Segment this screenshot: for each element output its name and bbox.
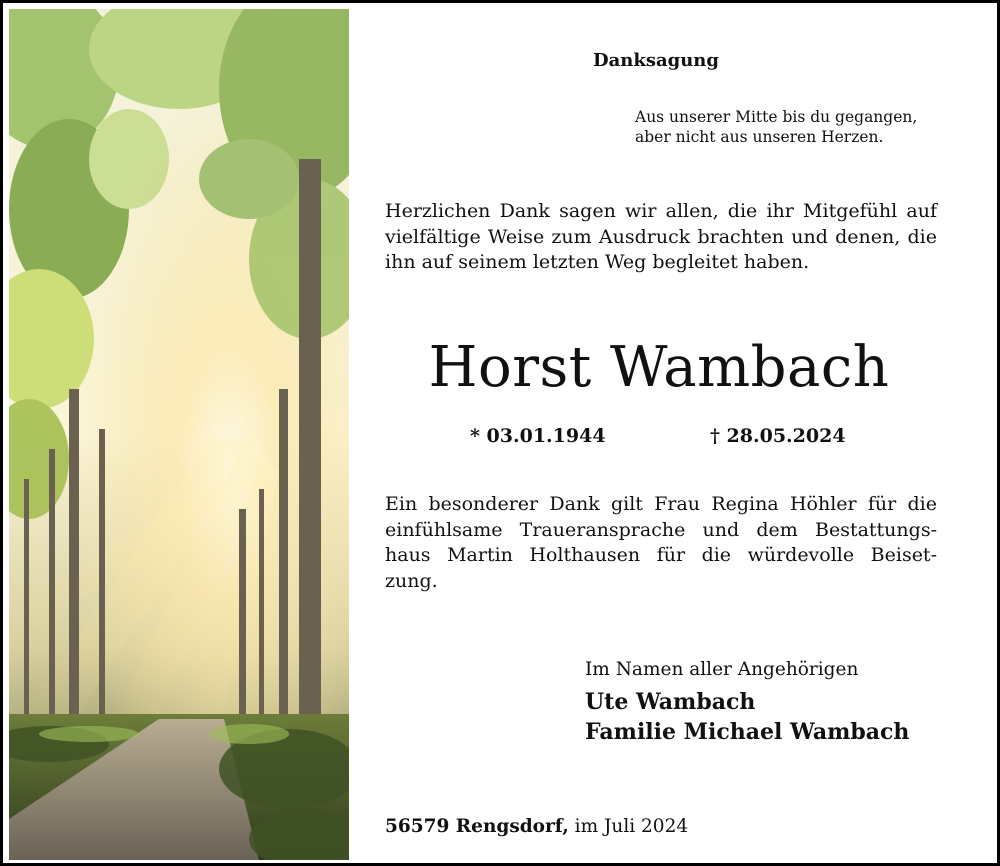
paragraph-line: haus Martin Holthausen für die würdevolle Beiset-: [385, 544, 937, 566]
motto: [635, 107, 917, 147]
birth-date: * 03.01.1944: [470, 425, 606, 447]
date: im Juli 2024: [574, 816, 689, 837]
forest-illustration: [9, 9, 349, 860]
thanks-paragraph: Herzlichen Dank sagen wir allen, die ihr Mitgefühl auf vielfältige Weise zum Ausdruck brachten und denen, die ihn auf seinem letzten Weg begleitet haben.: [385, 200, 937, 273]
paragraph-line: einfühlsame Traueransprache und dem Bestattungs-: [385, 518, 937, 541]
motto-line: aber nicht aus unseren Herzen.: [635, 128, 884, 146]
paragraph-line: zung.: [385, 569, 438, 592]
signatory: Familie Michael Wambach: [585, 719, 910, 745]
deceased-name: Horst Wambach: [428, 335, 890, 400]
place: 56579 Rengsdorf,: [385, 816, 569, 837]
heading: Danksagung: [593, 50, 719, 71]
death-date: † 28.05.2024: [710, 425, 846, 447]
place-date-line: [385, 816, 688, 837]
motto-line: Aus unserer Mitte bis du gegangen,: [635, 108, 918, 126]
special-thanks-paragraph: [385, 492, 937, 594]
on-behalf-line: Im Namen aller Angehörigen: [585, 659, 859, 680]
signatory: Ute Wambach: [585, 689, 756, 715]
paragraph-line: Ein besonderer Dank gilt Frau Regina Höhler für die: [385, 493, 937, 515]
forest-photo: [9, 9, 349, 860]
